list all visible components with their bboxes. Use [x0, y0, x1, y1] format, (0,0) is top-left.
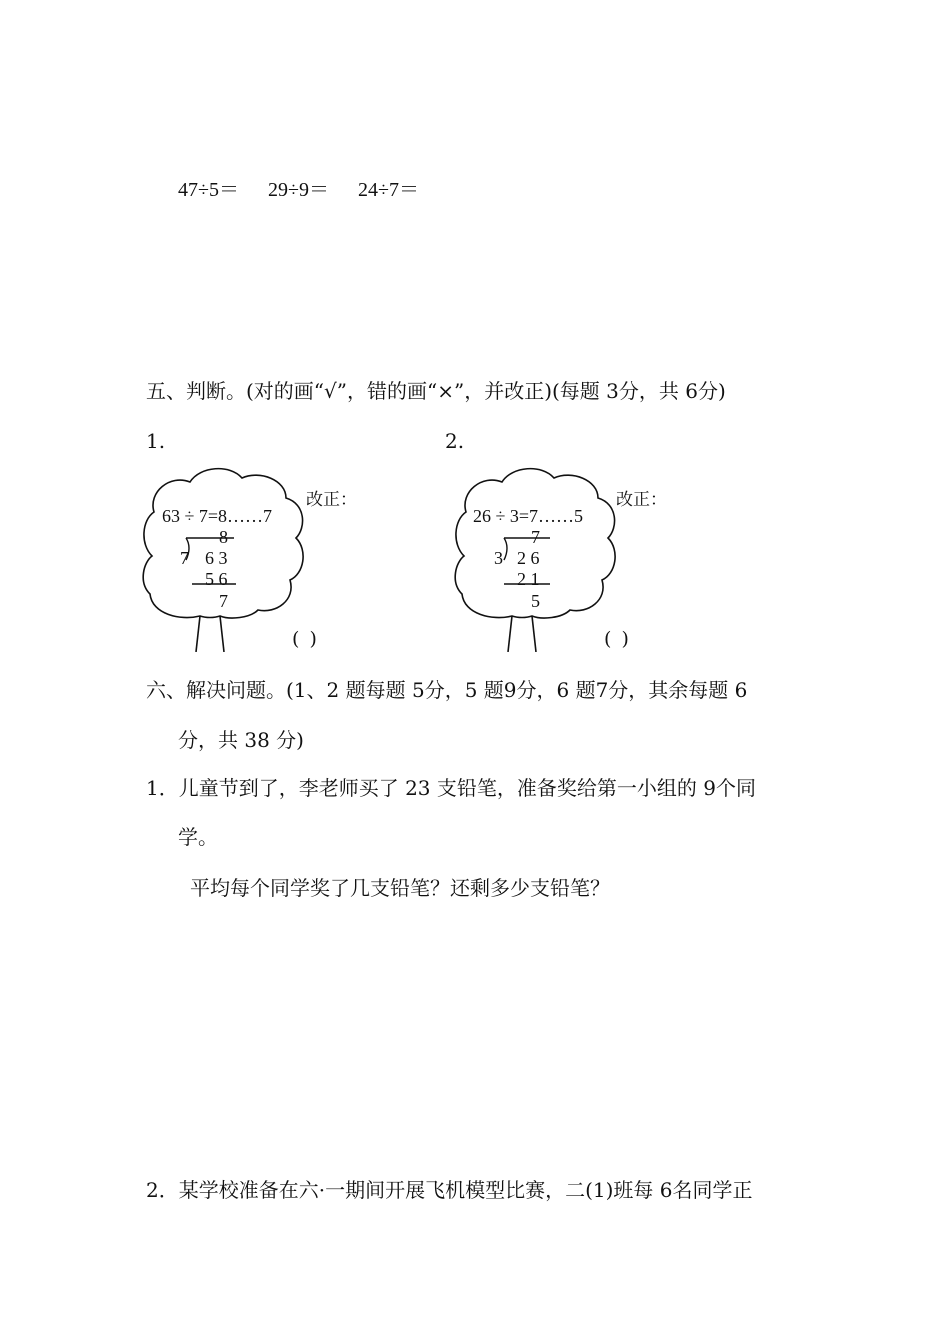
section6-title-line1: 六、解决问题。(1、2 题每题 5分，5 题9分，6 题7分，其余每题 6 — [146, 678, 748, 702]
item1-number: 1. — [146, 429, 166, 453]
tree2-dividend: 2 6 — [517, 548, 540, 568]
tree2-remainder: 5 — [531, 591, 540, 611]
problem1-line1: 1．儿童节到了，李老师买了 23 支铅笔，准备奖给第一小组的 9个同 — [146, 776, 756, 800]
equation-2: 29÷9＝ — [268, 179, 329, 201]
equation-3: 24÷7＝ — [358, 179, 419, 201]
problem2-line1: 2．某学校准备在六·一期间开展飞机模型比赛，二(1)班每 6名同学正 — [146, 1178, 753, 1202]
equation-1: 47÷5＝ — [178, 179, 239, 201]
problem1-question: 平均每个同学奖了几支铅笔？还剩多少支铅笔？ — [190, 876, 610, 900]
item2-correction-label: 改正： — [616, 490, 667, 510]
item2-number: 2. — [445, 429, 465, 453]
tree1-remainder: 7 — [219, 591, 228, 611]
tree1-quotient: 8 — [219, 527, 228, 547]
item1-correction-label: 改正： — [306, 490, 357, 510]
tree1-equation: 63 ÷ 7=8……7 — [162, 506, 273, 526]
tree2-quotient: 7 — [531, 527, 540, 547]
item1-answer-paren[interactable]: ( ) — [292, 628, 319, 650]
tree1-product: 5 6 — [205, 569, 228, 589]
tree2-product: 2 1 — [517, 569, 540, 589]
tree1-dividend: 6 3 — [205, 548, 228, 568]
section5-title: 五、判断。(对的画“√”，错的画“×”，并改正)(每题 3分，共 6分) — [146, 379, 726, 403]
tree2-equation: 26 ÷ 3=7……5 — [473, 506, 584, 526]
item2-answer-paren[interactable]: ( ) — [604, 628, 631, 650]
problem1-line2: 学。 — [178, 825, 218, 849]
tree2-divisor: 3 — [494, 548, 503, 568]
tree1-divisor: 7 — [180, 548, 189, 568]
section6-title-line2: 分，共 38 分) — [178, 728, 304, 752]
